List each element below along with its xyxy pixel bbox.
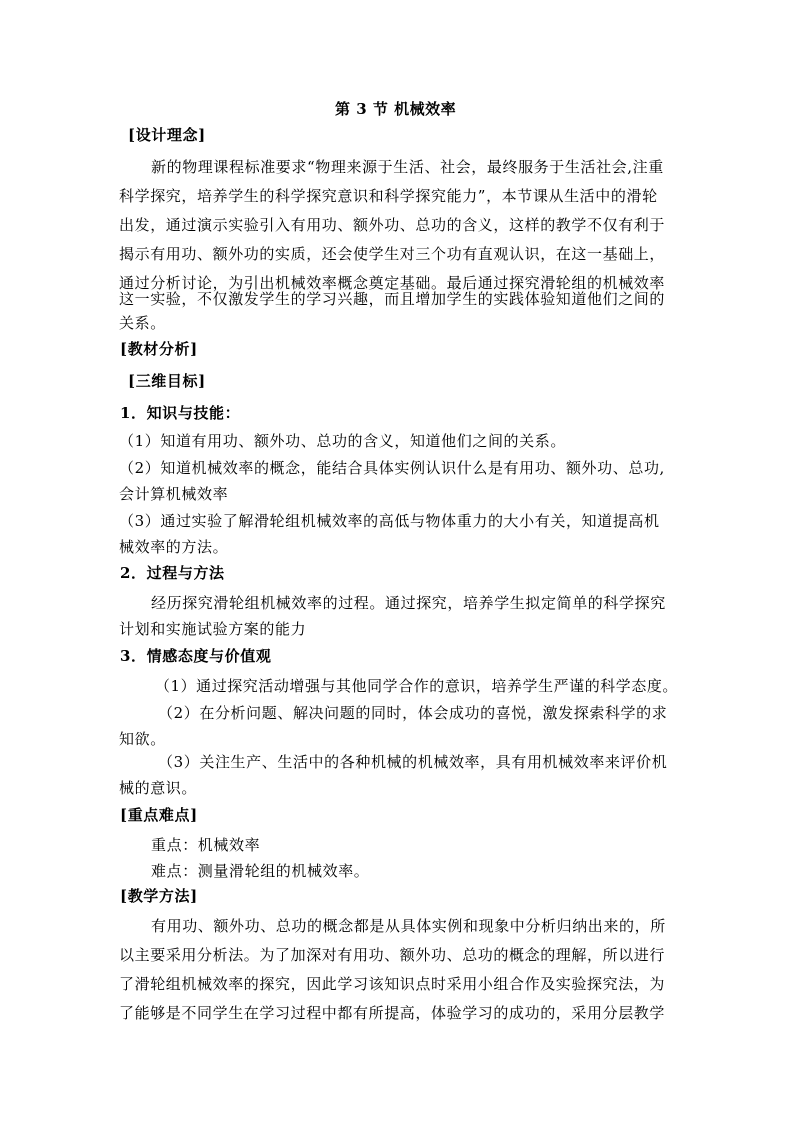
paragraph-line: 通过分析讨论，为引出机械效率概念奠定基础。最后通过探究滑轮组的机械效率 (119, 274, 666, 292)
difficult-point-text: 难点：测量滑轮组的机械效率。 (151, 862, 370, 880)
paragraph-line: 这一实验，不仅激发学生的学习兴趣，而且增加学生的实践体验知道他们之间的 (119, 290, 666, 308)
heading-three-goals: [三维目标] (128, 372, 206, 390)
list-item: 计划和实施试验方案的能力 (119, 620, 307, 638)
subheading-knowledge: 1．知识与技能： (120, 404, 241, 422)
heading-teaching-method: [教学方法] (120, 887, 198, 905)
paragraph-line: 了能够是不同学生在学习过程中都有所提高，体验学习的成功的，采用分层教学 (119, 1004, 666, 1022)
paragraph-line: 出发，通过演示实验引入有用功、额外功、总功的含义，这样的教学不仅有利于 (119, 216, 666, 234)
heading-key-points: [重点难点] (120, 806, 198, 824)
paragraph-line: 以主要采用分析法。为了加深对有用功、额外功、总功的概念的理解，所以进行 (119, 946, 666, 964)
paragraph-line: 有用功、额外功、总功的概念都是从具体实例和现象中分析归纳出来的，所 (151, 917, 666, 935)
list-item: 经历探究滑轮组机械效率的过程。通过探究，培养学生拟定简单的科学探究 (151, 594, 666, 612)
page-title: 第 3 节 机械效率 (335, 100, 457, 118)
list-item: （3）通过实验了解滑轮组机械效率的高低与物体重力的大小有关，知道提高机 (119, 512, 660, 530)
key-point-text: 重点：机械效率 (151, 836, 261, 854)
list-item: （1）知道有用功、额外功、总功的含义，知道他们之间的关系。 (119, 432, 566, 450)
list-item: （2）知道机械效率的概念，能结合具体实例认识什么是有用功、额外功、总功, (119, 459, 665, 477)
list-item: 械效率的方法。 (119, 538, 229, 556)
list-item: 械的意识。 (119, 779, 198, 797)
paragraph-line: 揭示有用功、额外功的实质，还会使学生对三个功有直观认识，在这一基础上， (119, 245, 666, 263)
heading-textbook-analysis: [教材分析] (120, 340, 198, 358)
subheading-process: 2．过程与方法 (120, 564, 225, 582)
subheading-attitude: 3．情感态度与价值观 (120, 647, 272, 665)
heading-design-concept: [设计理念] (128, 126, 206, 144)
paragraph-line: 科学探究，培养学生的科学探究意识和科学探究能力”，本节课从生活中的滑轮 (119, 187, 658, 205)
list-item: 知欲。 (119, 730, 166, 748)
list-item: （3）关注生产、生活中的各种机械的机械效率，具有用机械效率来评价机 (158, 753, 668, 771)
list-item: 会计算机械效率 (119, 485, 229, 503)
paragraph-line: 了滑轮组机械效率的探究，因此学习该知识点时采用小组合作及实验探究法，为 (119, 975, 666, 993)
paragraph-line: 新的物理课程标准要求“物理来源于生活、社会，最终服务于生活社会,注重 (151, 158, 664, 176)
list-item: （1）通过探究活动增强与其他同学合作的意识，培养学生严谨的科学态度。 (155, 677, 678, 695)
list-item: （2）在分析问题、解决问题的同时，体会成功的喜悦，激发探索科学的求 (158, 704, 668, 722)
paragraph-line: 关系。 (119, 314, 166, 332)
